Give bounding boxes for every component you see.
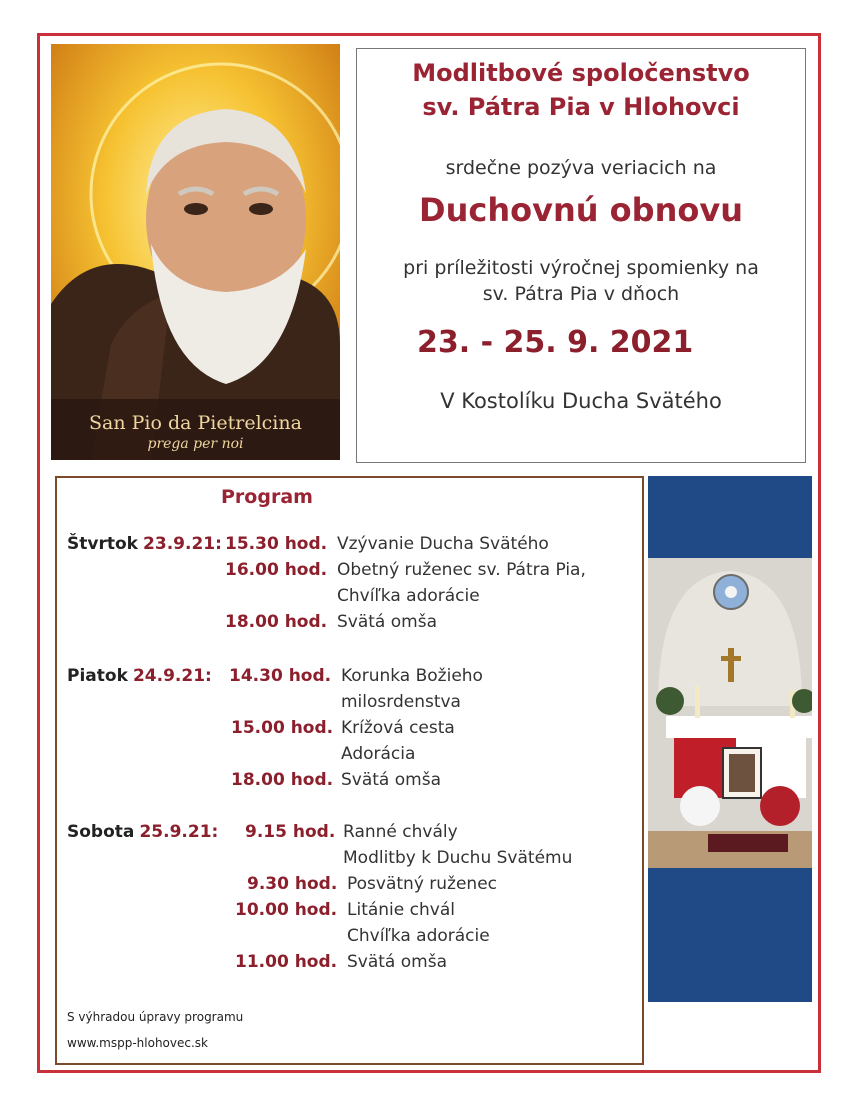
invitation-box	[356, 48, 806, 463]
schedule-activity	[343, 848, 572, 868]
entry-activity: Litánie chvál	[347, 900, 455, 920]
day-date: 25.9.21:	[139, 822, 219, 842]
portrait-caption: San Pio da Pietrelcina	[89, 412, 302, 434]
entry-activity: Svätá omša	[341, 770, 441, 790]
schedule-activity	[341, 666, 483, 686]
entry-activity: Modlitby k Duchu Svätému	[343, 848, 573, 868]
entry-activity: Korunka Božieho	[341, 666, 483, 686]
schedule-entry	[225, 560, 327, 580]
church-illustration	[648, 476, 812, 1002]
entry-time: 14.30 hod.	[229, 666, 332, 686]
program-title: Program	[221, 486, 313, 508]
entry-activity: Obetný ruženec sv. Pátra Pia,	[337, 560, 586, 580]
day-label: Sobota	[67, 822, 135, 842]
event-dates: 23. - 25. 9. 2021	[417, 325, 694, 360]
entry-activity: Ranné chvály	[343, 822, 458, 842]
day-header-friday	[67, 666, 212, 686]
schedule-activity	[341, 744, 415, 764]
entry-activity: Chvíľka adorácie	[347, 926, 490, 946]
organization-name-line1: Modlitbové spoločenstvo	[412, 59, 750, 87]
schedule-activity	[341, 692, 461, 712]
schedule-entry	[231, 770, 333, 790]
schedule-activity	[337, 534, 549, 554]
schedule-activity	[347, 900, 455, 920]
schedule-entry	[245, 822, 335, 842]
entry-time: 15.00 hod.	[231, 718, 334, 738]
entry-activity: Vzývanie Ducha Svätého	[337, 534, 549, 554]
day-label: Štvrtok	[67, 534, 138, 554]
occasion-line1: pri príležitosti výročnej spomienky na	[403, 257, 759, 279]
schedule-activity	[347, 952, 447, 972]
entry-time: 10.00 hod.	[235, 900, 338, 920]
entry-activity: Posvätný ruženec	[347, 874, 498, 894]
entry-activity: Chvíľka adorácie	[337, 586, 480, 606]
schedule-activity	[341, 718, 455, 738]
program-disclaimer: S výhradou úpravy programu	[67, 1010, 244, 1024]
day-date: 23.9.21:	[143, 534, 222, 554]
entry-activity: Svätá omša	[347, 952, 447, 972]
schedule-entry	[235, 952, 337, 972]
schedule-entry	[225, 612, 327, 632]
schedule-activity	[337, 560, 586, 580]
schedule-activity	[337, 586, 480, 606]
day-label: Piatok	[67, 666, 128, 686]
portrait-illustration	[51, 44, 340, 460]
entry-activity: Svätá omša	[337, 612, 437, 632]
entry-activity: milosrdenstva	[341, 692, 461, 712]
entry-time: 9.15 hod.	[245, 822, 336, 842]
day-date: 24.9.21:	[132, 666, 212, 686]
event-place: V Kostolíku Ducha Svätého	[440, 389, 722, 413]
entry-time: 11.00 hod.	[235, 952, 338, 972]
schedule-activity	[343, 822, 458, 842]
schedule-activity	[341, 770, 441, 790]
occasion-line2: sv. Pátra Pia v dňoch	[482, 283, 680, 305]
schedule-entry	[225, 534, 327, 554]
schedule-activity	[337, 612, 437, 632]
entry-time: 18.00 hod.	[231, 770, 334, 790]
event-title: Duchovnú obnovu	[419, 191, 743, 229]
portrait-subcaption: prega per noi	[147, 436, 244, 452]
entry-time: 15.30 hod.	[225, 534, 328, 554]
schedule-entry	[247, 874, 337, 894]
schedule-entry	[235, 900, 337, 920]
program-box	[55, 476, 644, 1065]
schedule-activity	[347, 874, 497, 894]
schedule-entry	[229, 666, 331, 686]
entry-time: 18.00 hod.	[225, 612, 328, 632]
organization-name-line2: sv. Pátra Pia v Hlohovci	[422, 93, 740, 121]
saint-portrait	[51, 44, 340, 460]
invitation-text: srdečne pozýva veriacich na	[445, 157, 717, 179]
entry-activity: Krížová cesta	[341, 718, 455, 738]
entry-activity: Adorácia	[341, 744, 416, 764]
entry-time: 16.00 hod.	[225, 560, 328, 580]
website-link[interactable]: www.mspp-hlohovec.sk	[67, 1036, 208, 1050]
schedule-entry	[231, 718, 333, 738]
day-header-thursday	[67, 534, 222, 554]
day-header-saturday	[67, 822, 218, 842]
schedule-activity	[347, 926, 490, 946]
church-interior-photo	[648, 476, 812, 1002]
entry-time: 9.30 hod.	[247, 874, 338, 894]
